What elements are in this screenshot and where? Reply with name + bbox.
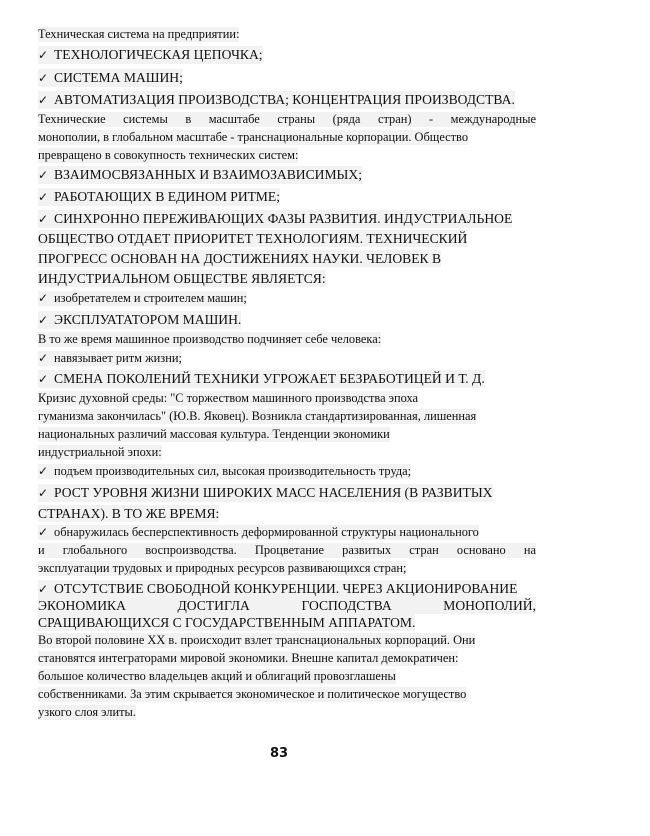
line-text: СИСТЕМА МАШИН;	[54, 70, 183, 85]
text-line	[38, 148, 298, 163]
checklist-item	[38, 311, 241, 329]
line-text: национальных различий массовая культура. Тенденции экономики	[38, 427, 390, 441]
line-text: СИНХРОННО ПЕРЕЖИВАЮЩИХ ФАЗЫ РАЗВИТИЯ. ИНДУСТРИАЛЬНОЕ	[54, 211, 513, 226]
checkmark-icon: ✓	[38, 351, 49, 365]
checklist-item	[38, 188, 280, 206]
line-text: ЭКСПЛУАТАТОРОМ МАШИН.	[54, 312, 242, 327]
line-text: АВТОМАТИЗАЦИЯ ПРОИЗВОДСТВА; КОНЦЕНТРАЦИЯ ПРОИЗВОДСТВА.	[54, 92, 515, 107]
line-text: РАБОТАЮЩИХ В ЕДИНОМ РИТМЕ;	[54, 189, 280, 204]
checkmark-icon: ✓	[38, 71, 49, 85]
text-line	[38, 505, 219, 522]
text-line	[38, 705, 136, 720]
checkmark-icon: ✓	[38, 464, 49, 478]
checklist-item	[38, 46, 263, 64]
line-text: Технические системы в масштабе страны (ряда стран) - международные	[38, 112, 536, 126]
checklist-item	[38, 91, 515, 109]
line-text: становятся интеграторами мировой экономики. Внешне капитал демократичен:	[38, 651, 459, 665]
line-text: большое количество владельцев акций и облигаций провозглашены	[38, 669, 396, 683]
text-line	[38, 687, 466, 702]
checklist-item	[38, 166, 362, 184]
line-text: и глобального воспроизводства. Процветание развитых стран основано на	[38, 543, 536, 557]
checklist-item	[38, 370, 485, 388]
page-number: 83	[270, 746, 289, 761]
line-text: индустриальной эпохи:	[38, 445, 162, 459]
line-text: ОТСУТСТВИЕ СВОБОДНОЙ КОНКУРЕНЦИИ. ЧЕРЕЗ АКЦИОНИРОВАНИЕ	[54, 581, 518, 596]
line-text: СМЕНА ПОКОЛЕНИЙ ТЕХНИКИ УГРОЖАЕТ БЕЗРАБОТИЦЕЙ И Т. Д.	[54, 371, 485, 386]
line-text: ТЕХНОЛОГИЧЕСКАЯ ЦЕПОЧКА;	[54, 47, 263, 62]
text-line	[38, 669, 396, 684]
text-line	[38, 27, 239, 42]
text-line	[38, 427, 390, 442]
line-text: РОСТ УРОВНЯ ЖИЗНИ ШИРОКИХ МАСС НАСЕЛЕНИЯ (В РАЗВИТЫХ	[54, 485, 493, 500]
checkmark-icon: ✓	[38, 93, 49, 107]
checklist-item	[38, 525, 479, 540]
checklist-item	[38, 464, 411, 479]
line-text: Техническая система на предприятии:	[38, 27, 240, 41]
line-text: собственниками. За этим скрывается экономическое и политическое могущество	[38, 687, 467, 701]
line-text: монополии, в глобальном масштабе - транснациональные корпорации. Общество	[38, 130, 469, 144]
line-text: Во второй половине XX в. происходит взлет транснациональных корпораций. Они	[38, 633, 476, 647]
text-line	[38, 651, 458, 666]
line-text: ЭКОНОМИКА ДОСТИГЛА ГОСПОДСТВА МОНОПОЛИЙ,	[38, 598, 536, 613]
line-text: ОБЩЕСТВО ОТДАЕТ ПРИОРИТЕТ ТЕХНОЛОГИЯМ. ТЕХНИЧЕСКИЙ	[38, 231, 468, 246]
checklist-item	[38, 351, 182, 366]
line-text: Кризис духовной среды: "С торжеством машинного производства эпоха	[38, 391, 419, 405]
checkmark-icon: ✓	[38, 168, 49, 182]
checkmark-icon: ✓	[38, 48, 49, 62]
checkmark-icon: ✓	[38, 486, 49, 500]
line-text: СРАЩИВАЮЩИХСЯ С ГОСУДАРСТВЕННЫМ АППАРАТОМ.	[38, 615, 416, 630]
text-line	[38, 250, 441, 267]
text-line	[38, 391, 418, 406]
checkmark-icon: ✓	[38, 291, 49, 305]
checklist-item	[38, 291, 247, 306]
line-text: гуманизма закончилась" (Ю.В. Яковец). Возникла стандартизированная, лишенная	[38, 409, 477, 423]
line-text: навязывает ритм жизни;	[54, 351, 182, 365]
checklist-item	[38, 69, 183, 87]
checkmark-icon: ✓	[38, 212, 49, 226]
text-line	[38, 230, 467, 247]
text-line	[38, 614, 415, 631]
checklist-item	[38, 580, 517, 598]
line-text: изобретателем и строителем машин;	[54, 291, 247, 305]
text-line	[38, 112, 536, 127]
line-text: подъем производительных сил, высокая производительность труда;	[54, 464, 412, 478]
line-text: ПРОГРЕСС ОСНОВАН НА ДОСТИЖЕНИЯХ НАУКИ. ЧЕЛОВЕК В	[38, 251, 442, 266]
checkmark-icon: ✓	[38, 313, 49, 327]
checkmark-icon: ✓	[38, 190, 49, 204]
line-text: превращено в совокупность технических систем:	[38, 148, 299, 162]
line-text: ИНДУСТРИАЛЬНОМ ОБЩЕСТВЕ ЯВЛЯЕТСЯ:	[38, 271, 326, 286]
line-text: ВЗАИМОСВЯЗАННЫХ И ВЗАИМОЗАВИСИМЫХ;	[54, 167, 362, 182]
text-line	[38, 597, 536, 614]
checkmark-icon: ✓	[38, 582, 49, 596]
line-text: эксплуатации трудовых и природных ресурсов развивающихся стран;	[38, 561, 407, 575]
checkmark-icon: ✓	[38, 525, 49, 539]
text-line	[38, 561, 406, 576]
line-text: обнаружилась бесперспективность деформированной структуры национального	[54, 525, 479, 539]
text-line	[38, 409, 476, 424]
checkmark-icon: ✓	[38, 372, 49, 386]
line-text: СТРАНАХ). В ТО ЖЕ ВРЕМЯ:	[38, 506, 220, 521]
line-text: узкого слоя элиты.	[38, 705, 136, 719]
text-line	[38, 270, 326, 287]
text-line	[38, 633, 475, 648]
checklist-item	[38, 484, 493, 502]
text-line	[38, 445, 162, 460]
text-line	[38, 543, 536, 558]
text-line	[38, 332, 381, 347]
checklist-item	[38, 210, 512, 228]
line-text: В то же время машинное производство подчиняет себе человека:	[38, 332, 382, 346]
text-line	[38, 130, 468, 145]
